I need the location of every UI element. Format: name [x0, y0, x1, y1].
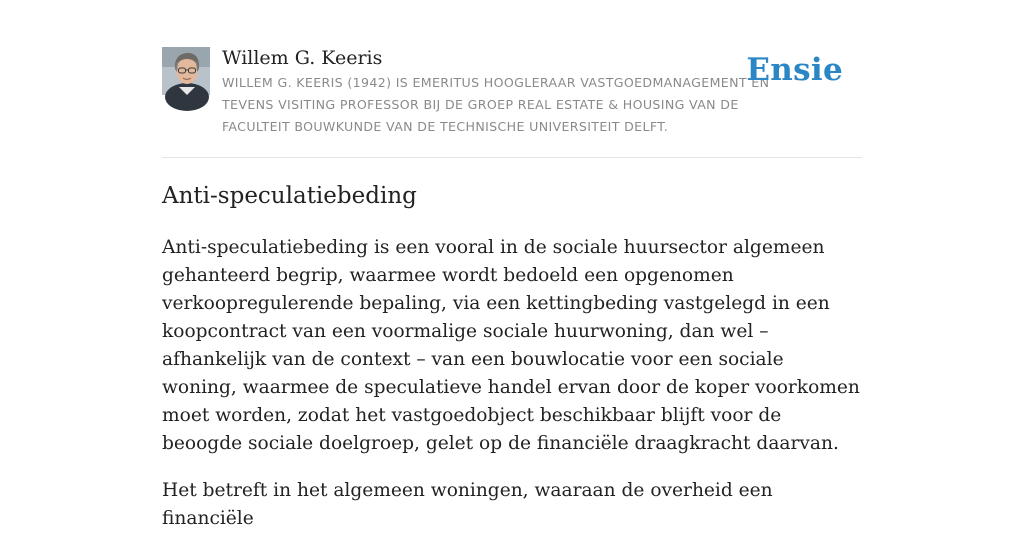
author-avatar[interactable] [162, 47, 210, 95]
author-bio: WILLEM G. KEERIS (1942) IS EMERITUS HOOGLERAAR VASTGOEDMANAGEMENT EN TEVENS VISITING PROFESSOR BIJ DE GROEP REAL ESTATE & HOUSING VAN DE FACULTEIT BOUWKUNDE VAN DE TECHNISCHE UNIVERSITEIT DELFT. [222, 75, 770, 134]
article-body [162, 234, 862, 552]
page-container [162, 0, 862, 529]
author-header [162, 0, 862, 158]
ensie-logo[interactable]: Ensie [746, 52, 843, 88]
article-paragraph: Anti-speculatiebeding is een vooral in de sociale huursector algemeen gehanteerd begrip, waarmee wordt bedoeld een opgenomen verkoopregulerende bepaling, via een kettingbeding vastgelegd in een koopcontract van een voormalige sociale huurwoning, dan wel – afhankelijk van de context – van een bouwlocatie voor een sociale woning, waarmee de speculatieve handel ervan door de koper voorkomen moet worden, zodat het vastgoedobject beschikbaar blijft voor de beoogde sociale doelgroep, gelet op de financiële draagkracht daarvan. [162, 237, 860, 454]
article-paragraph: Het betreft in het algemeen woningen, waaraan de overheid een financiële [162, 480, 773, 529]
author-portrait-icon [162, 47, 210, 95]
article-title: Anti-speculatiebeding [162, 183, 417, 209]
author-name[interactable]: Willem G. Keeris [222, 47, 383, 69]
